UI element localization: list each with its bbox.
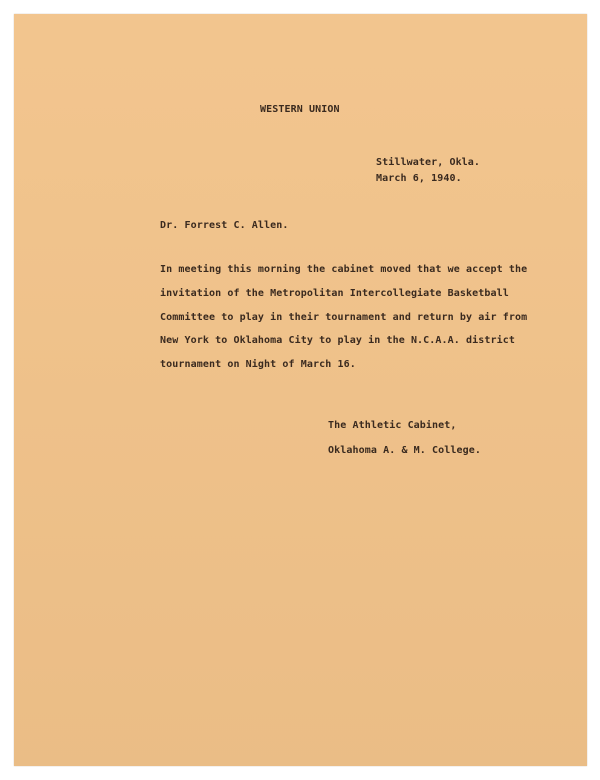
addressee: Dr. Forrest C. Allen. bbox=[160, 220, 289, 231]
body-line: In meeting this morning the cabinet moved that we accept the bbox=[160, 264, 528, 275]
body-line: tournament on Night of March 16. bbox=[160, 359, 356, 371]
body-line: Committee to play in their tournament and return by air from bbox=[160, 311, 528, 323]
typed-document bbox=[14, 14, 587, 766]
body-line: invitation of the Metropolitan Intercollegiate Basketball bbox=[160, 287, 509, 299]
sender-location: Stillwater, Okla. bbox=[376, 157, 481, 168]
body-line: New York to Oklahoma City to play in the N.C.A.A. district bbox=[160, 335, 515, 347]
letter-date: March 6, 1940. bbox=[376, 173, 462, 184]
signature-line-1: The Athletic Cabinet, bbox=[328, 420, 457, 431]
signature-line-2: Oklahoma A. & M. College. bbox=[328, 445, 482, 456]
letterhead-title: WESTERN UNION bbox=[260, 104, 340, 115]
letter-body bbox=[160, 264, 527, 383]
letter-page bbox=[14, 14, 587, 766]
